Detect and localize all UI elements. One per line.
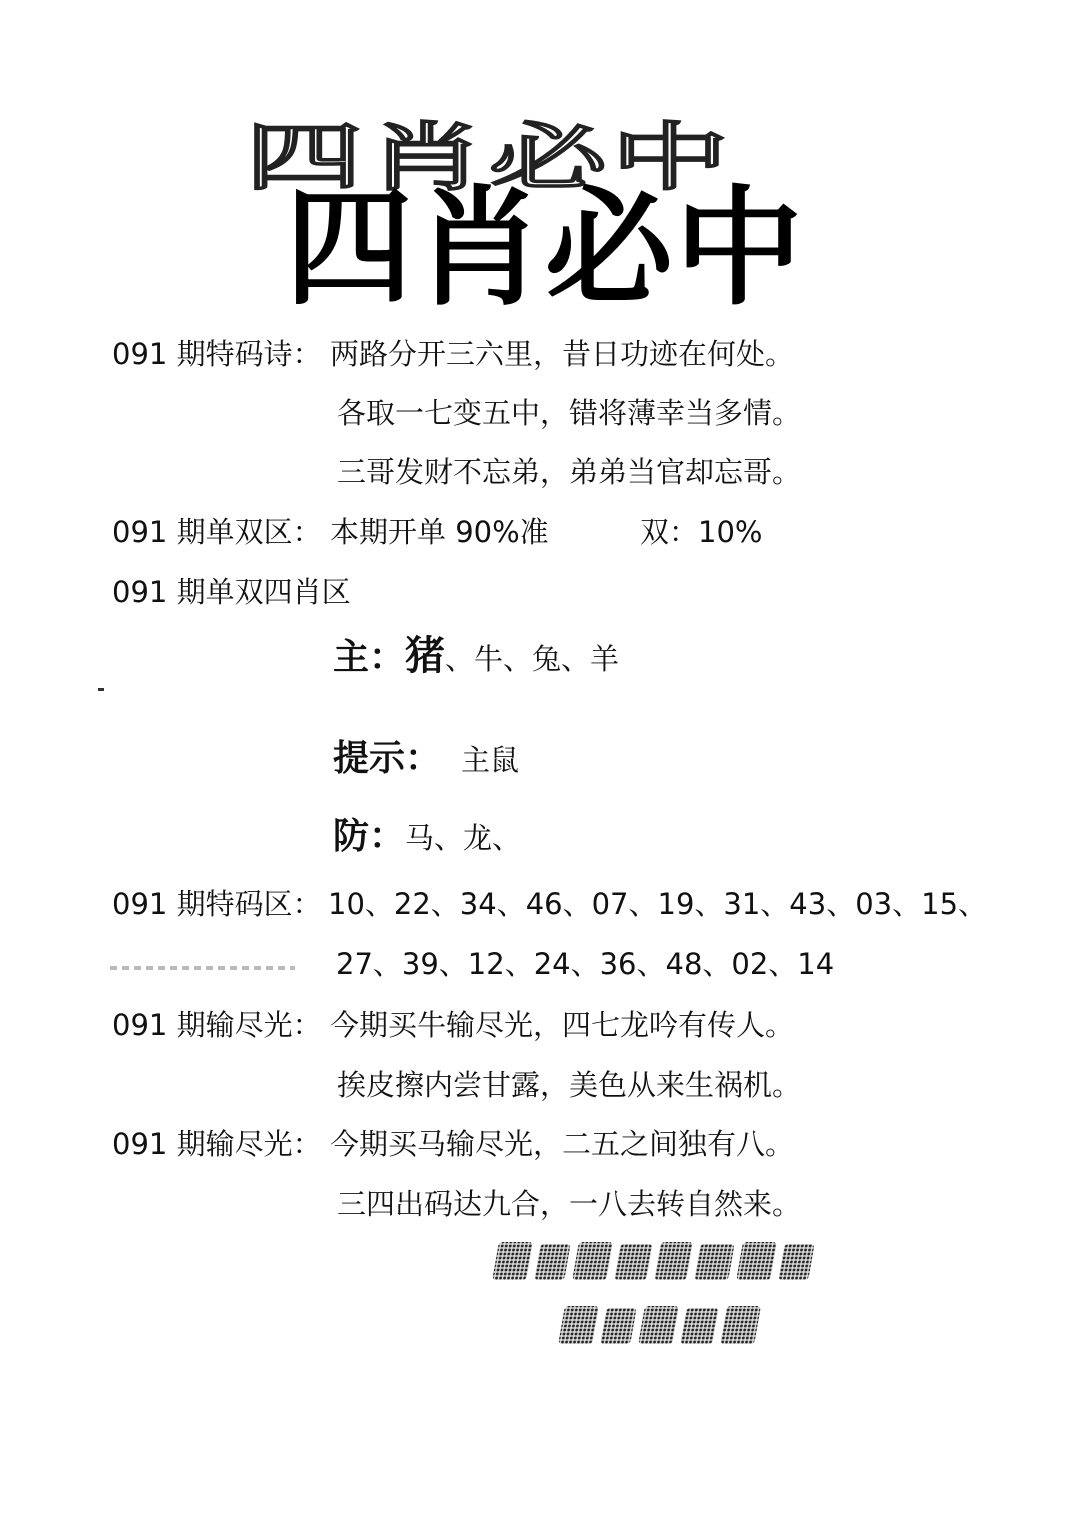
- stray-mark: [98, 688, 104, 691]
- lose-all-1-label: 091 期输尽光：: [112, 1008, 322, 1042]
- lose-all-2-label: 091 期输尽光：: [112, 1127, 322, 1161]
- title-outline: 四肖必中: [245, 114, 734, 200]
- halftone-stamp-top: [490, 1236, 820, 1286]
- odd-even-double: 双：10%: [640, 515, 763, 549]
- poem-label: 091 期特码诗：: [112, 337, 322, 371]
- four-zodiac-label: 091 期单双四肖区: [112, 575, 351, 609]
- guard-row: [333, 808, 521, 859]
- tip-value: 主鼠: [461, 743, 520, 777]
- lose-all-1-line-1: 今期买牛输尽光，四七龙吟有传人。: [330, 1008, 795, 1042]
- lose-all-1-line-2: 挨皮擦内尝甘露，美色从来生祸机。: [337, 1068, 802, 1102]
- poem-line-1: 两路分开三六里，昔日功迹在何处。: [330, 337, 795, 371]
- guard-label: 防：: [333, 816, 406, 857]
- lose-all-2-line-2: 三四出码达九合，一八去转自然来。: [337, 1187, 802, 1221]
- main-zodiac-row: [333, 624, 619, 681]
- poem-line-3: 三哥发财不忘弟，弟弟当官却忘哥。: [337, 455, 802, 489]
- main-rest: 、牛、兔、羊: [445, 642, 620, 676]
- special-zone-label: 091 期特码区：: [112, 887, 322, 921]
- page-title: 四肖必中: [285, 174, 806, 323]
- poem-line-2: 各取一七变五中，错将薄幸当多情。: [337, 396, 802, 430]
- odd-even-label: 091 期单双区：: [112, 515, 322, 549]
- lose-all-2-line-1: 今期买马输尽光，二五之间独有八。: [330, 1127, 795, 1161]
- faint-underline: [110, 966, 295, 970]
- special-zone-line-2: 27、39、12、24、36、48、02、14: [336, 947, 835, 981]
- main-label: 主：: [333, 637, 406, 678]
- tip-label: 提示：: [333, 738, 442, 779]
- tip-row: [333, 730, 519, 781]
- guard-value: 马、龙、: [405, 821, 522, 855]
- main-first: 猪: [405, 633, 446, 679]
- odd-even-text: 本期开单 90%准: [330, 515, 549, 549]
- special-zone-line-1: 10、22、34、46、07、19、31、43、03、15、: [328, 887, 988, 921]
- halftone-stamp-bottom: [552, 1300, 782, 1350]
